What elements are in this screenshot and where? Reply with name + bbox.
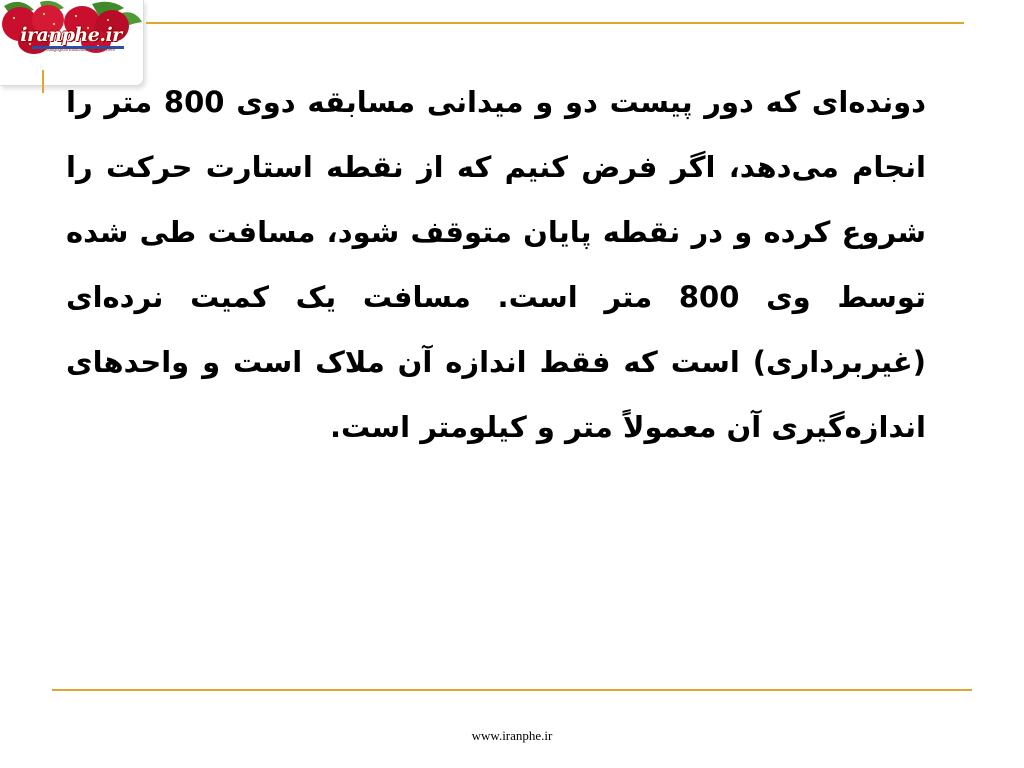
bottom-divider bbox=[52, 689, 972, 691]
footer-url: www.iranphe.ir bbox=[471, 728, 553, 743]
top-divider bbox=[146, 22, 964, 24]
slide-paragraph: دونده‌ای که دور پیست دو و میدانی مسابقه دوی 800 متر را انجام می‌دهد، اگر فرض کنیم که از نقطه استارت حرکت را شروع کرده و در نقطه پایان متوقف شود، مسافت طی شده توسط وی 800 متر است. مسافت یک کمیت نرده‌ای (غیربرداری) است که فقط اندازه آن ملاک است و واحدهای اندازه‌گیری آن معمولاً متر و کیلومتر است. bbox=[66, 85, 926, 444]
logo-text: iranphe.ir bbox=[20, 24, 122, 46]
left-accent-line bbox=[42, 70, 44, 93]
logo-tagline: Pedagogical Education & more here bbox=[42, 47, 116, 52]
